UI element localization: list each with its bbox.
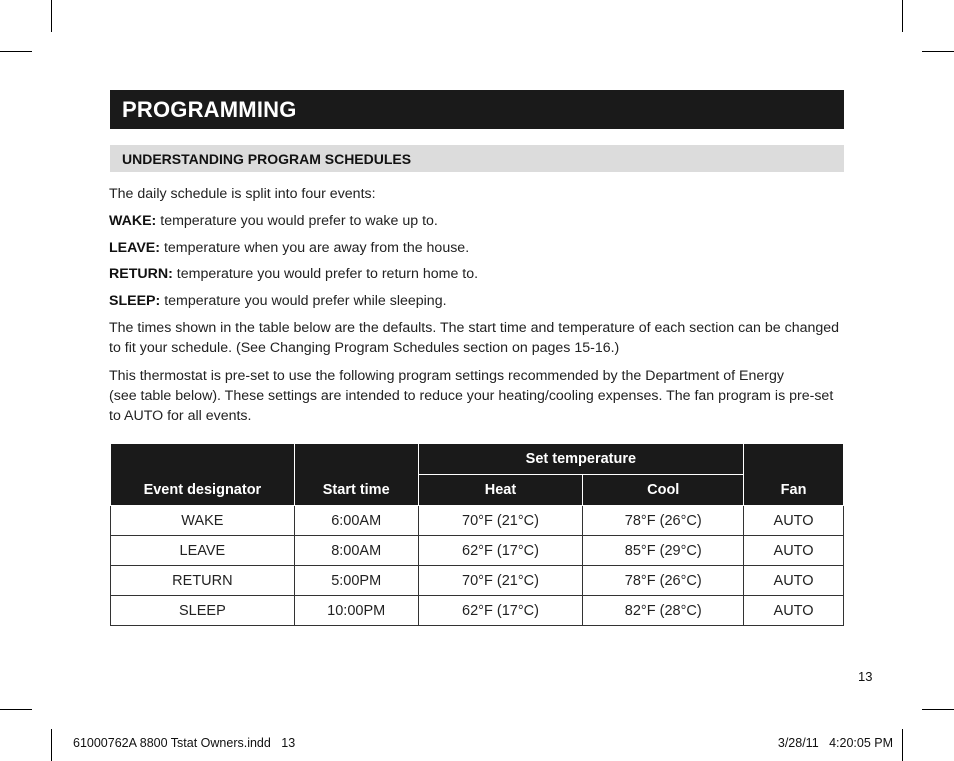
cell-event: RETURN xyxy=(111,566,295,596)
cell-fan: AUTO xyxy=(744,596,844,626)
cell-start: 5:00PM xyxy=(294,566,418,596)
event-term: WAKE: xyxy=(109,213,157,229)
event-term: SLEEP: xyxy=(109,293,161,309)
section-heading-text: UNDERSTANDING PROGRAM SCHEDULES xyxy=(122,150,412,167)
header-cool: Cool xyxy=(583,475,744,506)
cell-cool: 82°F (28°C) xyxy=(583,596,744,626)
paragraph-line: to fit your schedule. (See Changing Program Schedules section on pages 15-16.) xyxy=(109,340,620,356)
event-desc: temperature you would prefer while sleeping. xyxy=(164,293,447,309)
event-def-return xyxy=(109,264,849,284)
event-def-sleep xyxy=(109,291,849,311)
cell-event: LEAVE xyxy=(111,536,295,566)
cell-fan: AUTO xyxy=(744,566,844,596)
cell-fan: AUTO xyxy=(744,506,844,536)
table-row xyxy=(111,566,844,596)
crop-mark xyxy=(922,51,954,52)
event-desc: temperature when you are away from the house. xyxy=(163,240,470,256)
cell-start: 10:00PM xyxy=(294,596,418,626)
header-set-temperature: Set temperature xyxy=(418,444,743,475)
header-start-time: Start time xyxy=(294,444,418,506)
paragraph-line: to AUTO for all events. xyxy=(109,408,252,424)
event-desc: temperature you would prefer to return home to. xyxy=(176,266,479,282)
crop-mark xyxy=(0,51,32,52)
cell-start: 6:00AM xyxy=(294,506,418,536)
event-term: RETURN: xyxy=(109,266,173,282)
page-title xyxy=(110,90,844,129)
paragraph-line: (see table below). These settings are intended to reduce your heating/cooling expenses. The fan program is pre-set xyxy=(109,388,834,404)
header-event-designator: Event designator xyxy=(111,444,295,506)
crop-mark xyxy=(902,0,903,32)
crop-mark xyxy=(51,0,52,32)
cell-heat: 70°F (21°C) xyxy=(418,506,583,536)
cell-cool: 78°F (26°C) xyxy=(583,506,744,536)
defaults-paragraph xyxy=(109,318,849,358)
table-row xyxy=(111,596,844,626)
page-title-text: PROGRAMMING xyxy=(122,96,297,122)
event-term: LEAVE: xyxy=(109,240,160,256)
cell-start: 8:00AM xyxy=(294,536,418,566)
cell-cool: 78°F (26°C) xyxy=(583,566,744,596)
table-row xyxy=(111,506,844,536)
paragraph-line: This thermostat is pre-set to use the following program settings recommended by the Department of Energy xyxy=(109,368,785,384)
cell-heat: 62°F (17°C) xyxy=(418,596,583,626)
event-def-wake xyxy=(109,211,849,231)
page-number: 13 xyxy=(858,669,873,684)
cell-fan: AUTO xyxy=(744,536,844,566)
cell-heat: 62°F (17°C) xyxy=(418,536,583,566)
header-heat: Heat xyxy=(418,475,583,506)
crop-mark xyxy=(902,729,903,761)
event-def-leave xyxy=(109,238,849,258)
crop-mark xyxy=(51,729,52,761)
crop-mark xyxy=(0,709,32,710)
header-fan: Fan xyxy=(744,444,844,506)
doe-paragraph xyxy=(109,366,849,426)
crop-mark xyxy=(922,709,954,710)
file-slug: 61000762A 8800 Tstat Owners.indd 13 xyxy=(73,736,296,750)
table-row xyxy=(111,536,844,566)
date-slug: 3/28/11 4:20:05 PM xyxy=(777,736,893,750)
cell-cool: 85°F (29°C) xyxy=(583,536,744,566)
section-heading xyxy=(110,145,844,172)
cell-heat: 70°F (21°C) xyxy=(418,566,583,596)
paragraph-line: The times shown in the table below are the defaults. The start time and temperature of each section can be changed xyxy=(109,320,840,336)
intro-text: The daily schedule is split into four events: xyxy=(109,186,376,202)
cell-event: SLEEP xyxy=(111,596,295,626)
cell-event: WAKE xyxy=(111,506,295,536)
program-schedule-table xyxy=(110,443,844,626)
event-desc: temperature you would prefer to wake up to. xyxy=(160,213,438,229)
